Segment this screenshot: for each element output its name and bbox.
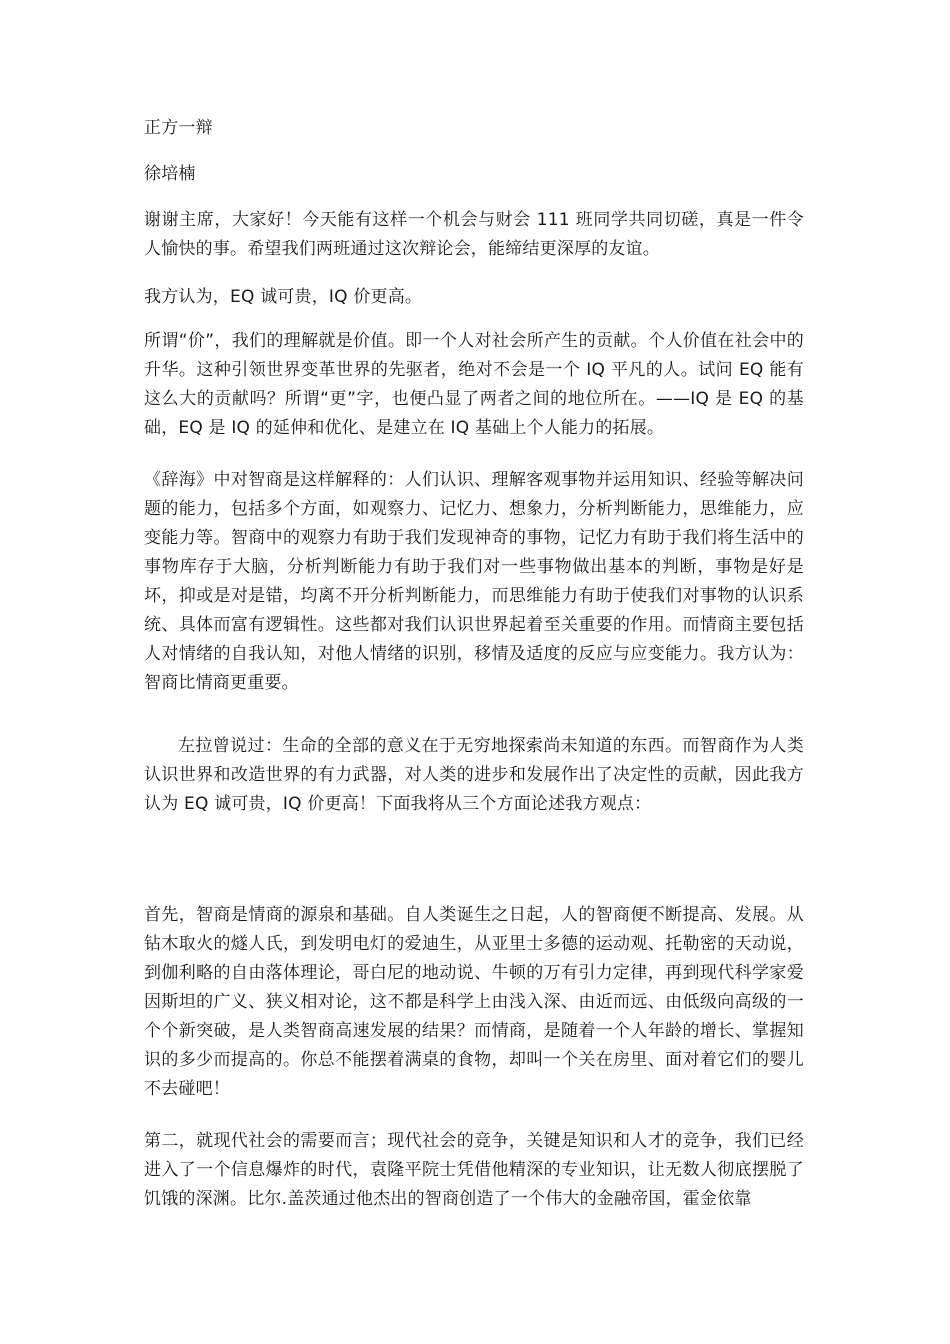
- paragraph-value: 所谓“价”，我们的理解就是价值。即一个人对社会所产生的贡献。个人价值在社会中的升华。这种引领世界变革世界的先驱者，绝对不会是一个 IQ 平凡的人。试问 EQ 能有这么大的贡献吗？所谓“更”字，也便凸显了两者之间的地位所在。——IQ 是 EQ 的基础，EQ 是 IQ 的延伸和优化、是建立在 IQ 基础上个人能力的拓展。: [144, 331, 804, 438]
- paragraph-definition: 《辞海》中对智商是这样解释的：人们认识、理解客观事物并运用知识、经验等解决问题的能力，包括多个方面，如观察力、记忆力、想象力，分析判断能力，思维能力，应变能力等。智商中的观察力有助于我们发现神奇的事物，记忆力有助于我们将生活中的事物库存于大脑，分析判断能力有助于我们对一些事物做出基本的判断，事物是好是坏，抑或是对是错，均离不开分析判断能力，而思维能力有助于使我们对事物的认识系统、具体而富有逻辑性。这些都对我们认识世界起着至关重要的作用。而情商主要包括人对情绪的自我认知，对他人情绪的识别，移情及适度的反应与应变能力。我方认为：智商比情商更重要。: [144, 470, 804, 693]
- paragraph-greeting: 谢谢主席，大家好！今天能有这样一个机会与财会 111 班同学共同切磋，真是一件令人愉快的事。希望我们两班通过这次辩论会，能缔结更深厚的友谊。: [144, 210, 804, 259]
- paragraph-thesis: 我方认为，EQ 诚可贵，IQ 价更高。: [144, 287, 423, 307]
- document-title: 正方一辩: [144, 118, 213, 138]
- document-author: 徐培楠: [144, 164, 196, 184]
- paragraph-second-point: 第二，就现代社会的需要而言；现代社会的竞争，关键是知识和人才的竞争，我们已经进入了一个信息爆炸的时代，袁隆平院士凭借他精深的专业知识，让无数人彻底摆脱了饥饿的深渊。比尔.盖茨通过他杰出的智商创造了一个伟大的金融帝国，霍金依靠: [144, 1131, 804, 1209]
- paragraph-first-point: 首先，智商是情商的源泉和基础。自人类诞生之日起，人的智商便不断提高、发展。从钻木取火的燧人氏，到发明电灯的爱迪生，从亚里士多德的运动观、托勒密的天动说，到伽利略的自由落体理论，哥白尼的地动说、牛顿的万有引力定律，再到现代科学家爱因斯坦的广义、狭义相对论，这不都是科学上由浅入深、由近而远、由低级向高级的一个个新突破，是人类智商高速发展的结果？而情商，是随着一个人年龄的增长、掌握知识的多少而提高的。你总不能摆着满桌的食物，却叫一个关在房里、面对着它们的婴儿不去碰吧！: [144, 905, 804, 1099]
- paragraph-zola: 左拉曾说过：生命的全部的意义在于无穷地探索尚未知道的东西。而智商作为人类认识世界和改造世界的有力武器，对人类的进步和发展作出了决定性的贡献，因此我方认为 EQ 诚可贵，IQ 价更高！下面我将从三个方面论述我方观点：: [144, 736, 804, 814]
